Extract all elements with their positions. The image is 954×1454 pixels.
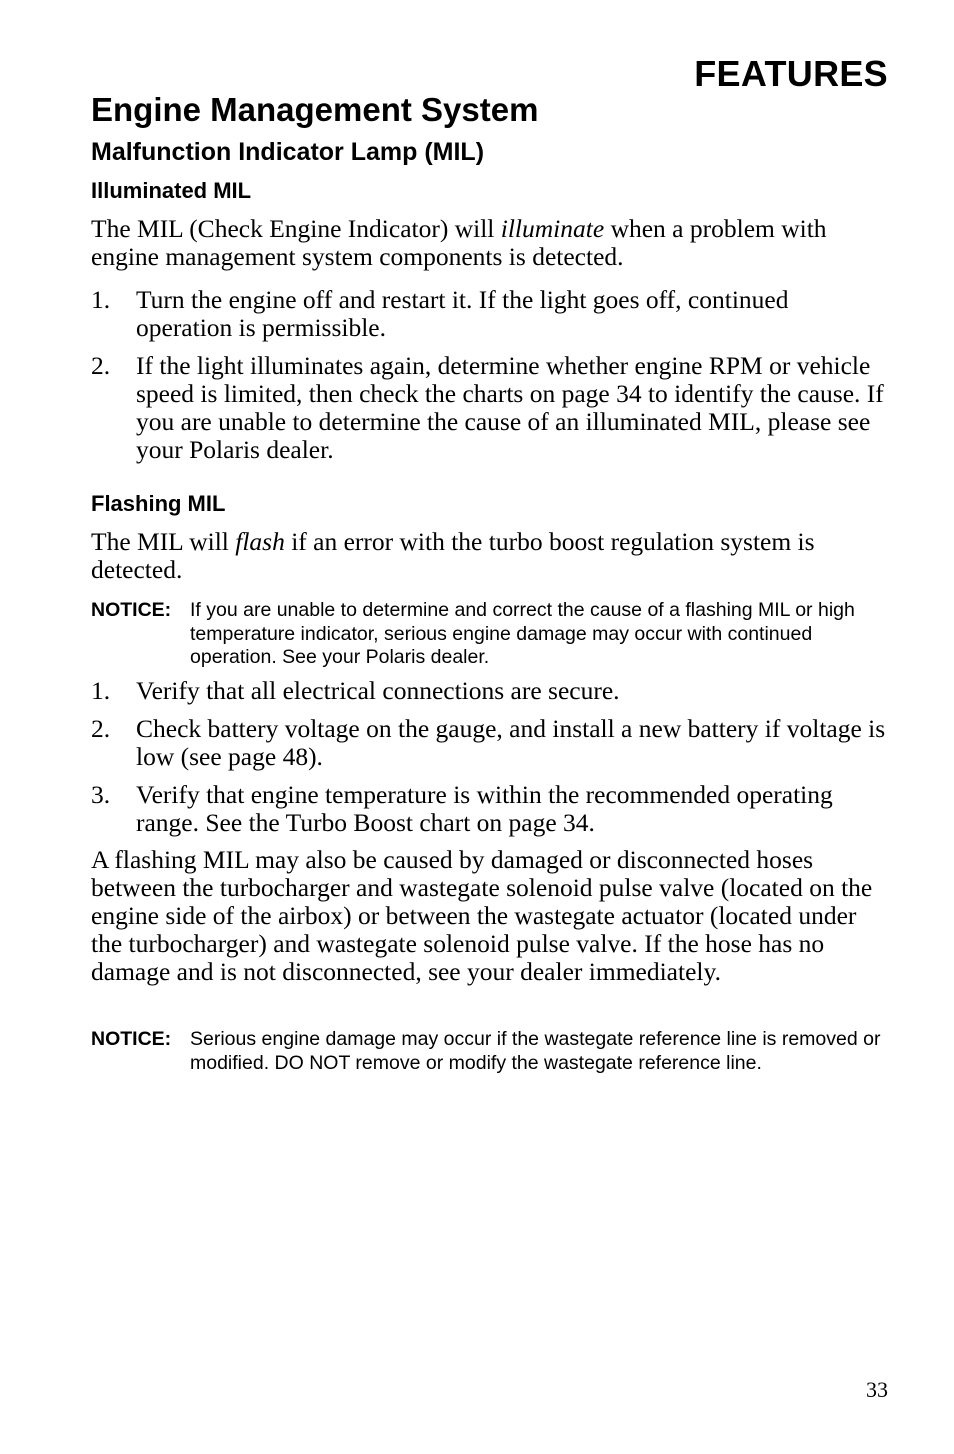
flashing-paragraph: A flashing MIL may also be caused by damaged or disconnected hoses between the turbocharger and wastegate solenoid pulse valve (located on the engine side of the airbox) or between the wastegate actuator (located under the turbocharger) and wastegate solenoid pulse valve. If the hose has no damage and is not disconnected, see your dealer immediately.	[91, 845, 873, 986]
flashing-intro: The MIL will flash if an error with the turbo boost regulation system is detected.	[91, 527, 815, 584]
emphasis-illuminate: illuminate	[500, 214, 605, 243]
illuminated-steps	[91, 286, 891, 464]
heading-flashing-mil: Flashing MIL	[91, 491, 226, 516]
list-item: 2. Check battery voltage on the gauge, and install a new battery if voltage is low (see page 48).	[91, 714, 886, 771]
notice-label: NOTICE:	[91, 599, 172, 621]
subtitle: Malfunction Indicator Lamp (MIL)	[91, 138, 485, 166]
section-title: FEATURES	[694, 53, 888, 94]
illuminated-intro: The MIL (Check Engine Indicator) will illuminate when a problem with engine management system components is detected.	[91, 214, 827, 271]
list-item: 1. Verify that all electrical connections are secure.	[91, 676, 620, 705]
notice-flashing	[91, 599, 891, 670]
page-title: Engine Management System	[91, 91, 539, 128]
notice-text: If you are unable to determine and correct the cause of a flashing MIL or high temperature indicator, serious engine damage may occur with continued operation. See your Polaris dealer.	[190, 599, 855, 668]
flashing-steps	[91, 677, 891, 837]
notice-text: Serious engine damage may occur if the wastegate reference line is removed or modified. DO NOT remove or modify the wastegate reference line.	[190, 1028, 881, 1074]
list-item: 3. Verify that engine temperature is within the recommended operating range. See the Turbo Boost chart on page 34.	[91, 780, 833, 837]
emphasis-flash: flash	[235, 527, 285, 556]
list-item: 2. If the light illuminates again, determine whether engine RPM or vehicle speed is limited, then check the charts on page 34 to identify the cause. If you are unable to determine the cause of an illuminated MIL, please see your Polaris dealer.	[91, 351, 884, 464]
page-number: 33	[866, 1377, 888, 1402]
list-item: 1. Turn the engine off and restart it. If the light goes off, continued operation is permissible.	[91, 285, 789, 342]
notice-label: NOTICE:	[91, 1028, 172, 1050]
heading-illuminated-mil: Illuminated MIL	[91, 178, 252, 203]
notice-wastegate	[91, 1028, 891, 1075]
